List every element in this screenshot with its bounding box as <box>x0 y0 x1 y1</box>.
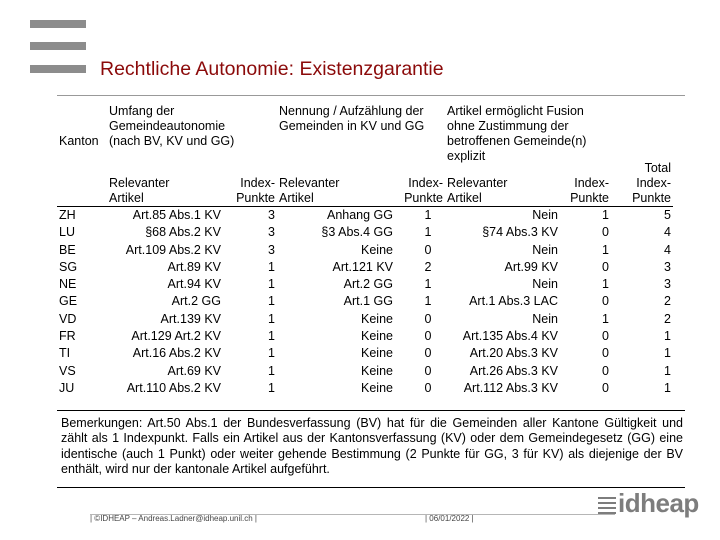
header-index-punkte-1: Index- Punkte <box>236 176 275 205</box>
cell-art3: Art.26 Abs.3 KV <box>469 363 558 378</box>
cell-p1: 1 <box>268 329 275 344</box>
cell-kanton: TI <box>59 346 71 361</box>
cell-p1: 3 <box>268 225 275 240</box>
cell-p2: 0 <box>424 363 432 378</box>
cell-p3: 0 <box>602 259 609 274</box>
cell-p1: 1 <box>268 277 275 292</box>
cell-p2: 0 <box>424 311 432 326</box>
remark-divider <box>57 487 685 488</box>
header-index-punkte-2: Index- Punkte <box>404 176 443 205</box>
header-kanton: Kanton <box>59 134 99 148</box>
header-index-punkte-3: Index- Punkte <box>570 176 609 205</box>
cell-p3: 1 <box>602 277 609 292</box>
cell-p1: 3 <box>268 242 275 257</box>
cell-art3: Art.135 Abs.4 KV <box>462 329 558 344</box>
cell-total: 1 <box>664 380 671 395</box>
cell-p3: 0 <box>602 346 609 361</box>
table-row <box>57 224 673 241</box>
cell-p2: 1 <box>424 208 432 222</box>
menu-bars-decoration <box>30 20 86 87</box>
cell-p1: 1 <box>268 311 275 326</box>
cell-art3: Nein <box>532 277 558 292</box>
table-row <box>57 276 673 293</box>
cell-p1: 1 <box>268 363 275 378</box>
cell-art1: Art.85 Abs.1 KV <box>132 208 221 222</box>
cell-art1: Art.89 KV <box>167 259 221 274</box>
cell-p1: 1 <box>268 380 275 395</box>
cell-kanton: LU <box>59 225 75 240</box>
cell-p3: 0 <box>602 294 609 309</box>
cell-total: 1 <box>664 346 671 361</box>
cell-kanton: FR <box>59 329 76 344</box>
cell-art1: Art.129 Art.2 KV <box>131 329 221 344</box>
page-title: Rechtliche Autonomie: Existenzgarantie <box>100 58 444 80</box>
table-row <box>57 293 673 310</box>
cell-art2: Art.121 KV <box>332 259 393 274</box>
cell-art2: Art.1 GG <box>343 294 393 309</box>
cell-p3: 1 <box>602 311 609 326</box>
cell-p2: 1 <box>424 277 432 292</box>
header-relevanter-artikel-3: Relevanter Artikel <box>447 176 508 205</box>
cell-art3: Art.1 Abs.3 LAC <box>469 294 558 309</box>
header-relevanter-artikel-1: Relevanter Artikel <box>109 176 170 205</box>
cell-kanton: ZH <box>59 208 76 222</box>
cell-p3: 1 <box>602 208 609 222</box>
header-fusion: Artikel ermöglicht Fusion ohne Zustimmung der betroffenen Gemeinde(n) explizit <box>447 104 587 163</box>
cell-art1: §68 Abs.2 KV <box>145 225 221 240</box>
table-row <box>57 345 673 362</box>
cell-art3: Nein <box>532 311 558 326</box>
cell-p3: 0 <box>602 363 609 378</box>
cell-art2: §3 Abs.4 GG <box>321 225 393 240</box>
cell-art2: Art.2 GG <box>343 277 393 292</box>
cell-kanton: BE <box>59 242 76 257</box>
cell-total: 4 <box>664 242 671 257</box>
cell-art3: Art.112 Abs.3 KV <box>463 380 558 395</box>
cell-kanton: SG <box>59 259 78 274</box>
cell-total: 2 <box>664 294 671 309</box>
cell-total: 4 <box>664 225 671 240</box>
table-row <box>57 311 673 328</box>
cell-art1: Art.16 Abs.2 KV <box>132 346 221 361</box>
cell-art2: Keine <box>361 329 393 344</box>
cell-p1: 3 <box>268 208 275 222</box>
header-row-1 <box>57 104 673 164</box>
idheap-logo <box>598 488 699 522</box>
table-bottom-divider <box>57 410 685 411</box>
remark-text: Bemerkungen: Art.50 Abs.1 der Bundesverfassung (BV) hat für die Gemeinden aller Kantone Gültigkeit und zählt als 1 Indexpunkt. Falls ein Artikel aus der Kantonsverfassung (KV) oder dem Gemeindegesetz (GG) eine identische (auch 1 Punkt) oder weiter gehende Bestimmung (2 Punkte für GG, 3 für KV) als diejenige der BV enthält, wird nur der kantonale Artikel aufgeführt. <box>61 416 683 476</box>
cell-total: 1 <box>664 329 671 344</box>
cell-p3: 0 <box>602 380 609 395</box>
cell-total: 1 <box>664 363 671 378</box>
cell-art1: Art.110 Abs.2 KV <box>126 380 221 395</box>
header-nennung: Nennung / Aufzählung der Gemeinden in KV und GG <box>279 104 425 133</box>
cell-p2: 1 <box>424 294 432 309</box>
header-total: Total Index- Punkte <box>632 161 671 205</box>
table-row <box>57 259 673 276</box>
cell-p2: 2 <box>424 259 432 274</box>
footer-author: | ©IDHEAP – Andreas.Ladner@idheap.unil.ch | <box>90 514 258 523</box>
cell-p2: 0 <box>424 380 432 395</box>
cell-kanton: GE <box>59 294 78 309</box>
cell-art2: Keine <box>361 311 393 326</box>
cell-p1: 1 <box>268 294 275 309</box>
header-umfang: Umfang der Gemeindeautonomie (nach BV, KV und GG) <box>109 104 235 148</box>
cell-total: 5 <box>664 208 671 222</box>
logo-lines-icon <box>598 497 616 517</box>
table-row <box>57 328 673 345</box>
cell-art1: Art.109 Abs.2 KV <box>125 242 221 257</box>
cell-art3: Art.99 KV <box>504 259 558 274</box>
table-row <box>57 242 673 259</box>
cell-p3: 0 <box>602 329 609 344</box>
cell-p1: 1 <box>268 259 275 274</box>
table-row <box>57 363 673 380</box>
cell-p3: 0 <box>602 225 609 240</box>
table-row <box>57 380 673 397</box>
cell-kanton: VD <box>59 311 77 326</box>
cell-total: 3 <box>664 259 671 274</box>
cell-art1: Art.139 KV <box>160 311 221 326</box>
table-row <box>57 207 673 224</box>
cell-art1: Art.2 GG <box>171 294 221 309</box>
cell-art2: Anhang GG <box>326 208 393 222</box>
cell-art2: Keine <box>361 242 393 257</box>
header-relevanter-artikel-2: Relevanter Artikel <box>279 176 340 205</box>
cell-art1: Art.69 KV <box>167 363 221 378</box>
cell-art3: §74 Abs.3 KV <box>482 225 558 240</box>
cell-p2: 1 <box>424 225 432 240</box>
cell-p3: 1 <box>602 242 609 257</box>
cell-kanton: VS <box>59 363 76 378</box>
cell-art1: Art.94 KV <box>167 277 221 292</box>
cell-total: 3 <box>664 277 671 292</box>
logo-text: idheap <box>618 488 699 518</box>
cell-p2: 0 <box>424 346 432 361</box>
cell-kanton: JU <box>59 380 75 395</box>
footer-date: | 06/01/2022 | <box>425 514 474 523</box>
cell-kanton: NE <box>59 277 77 292</box>
cell-p2: 0 <box>424 242 432 257</box>
cell-art3: Nein <box>532 242 558 257</box>
cell-art2: Keine <box>361 380 393 395</box>
header-row-2 <box>57 164 673 207</box>
cell-total: 2 <box>664 311 671 326</box>
existenzgarantie-table <box>57 104 673 397</box>
cell-art2: Keine <box>361 346 393 361</box>
cell-art3: Art.20 Abs.3 KV <box>469 346 558 361</box>
cell-art2: Keine <box>361 363 393 378</box>
top-divider <box>57 95 685 96</box>
cell-p2: 0 <box>424 329 432 344</box>
cell-p1: 1 <box>268 346 275 361</box>
cell-art3: Nein <box>532 208 558 222</box>
